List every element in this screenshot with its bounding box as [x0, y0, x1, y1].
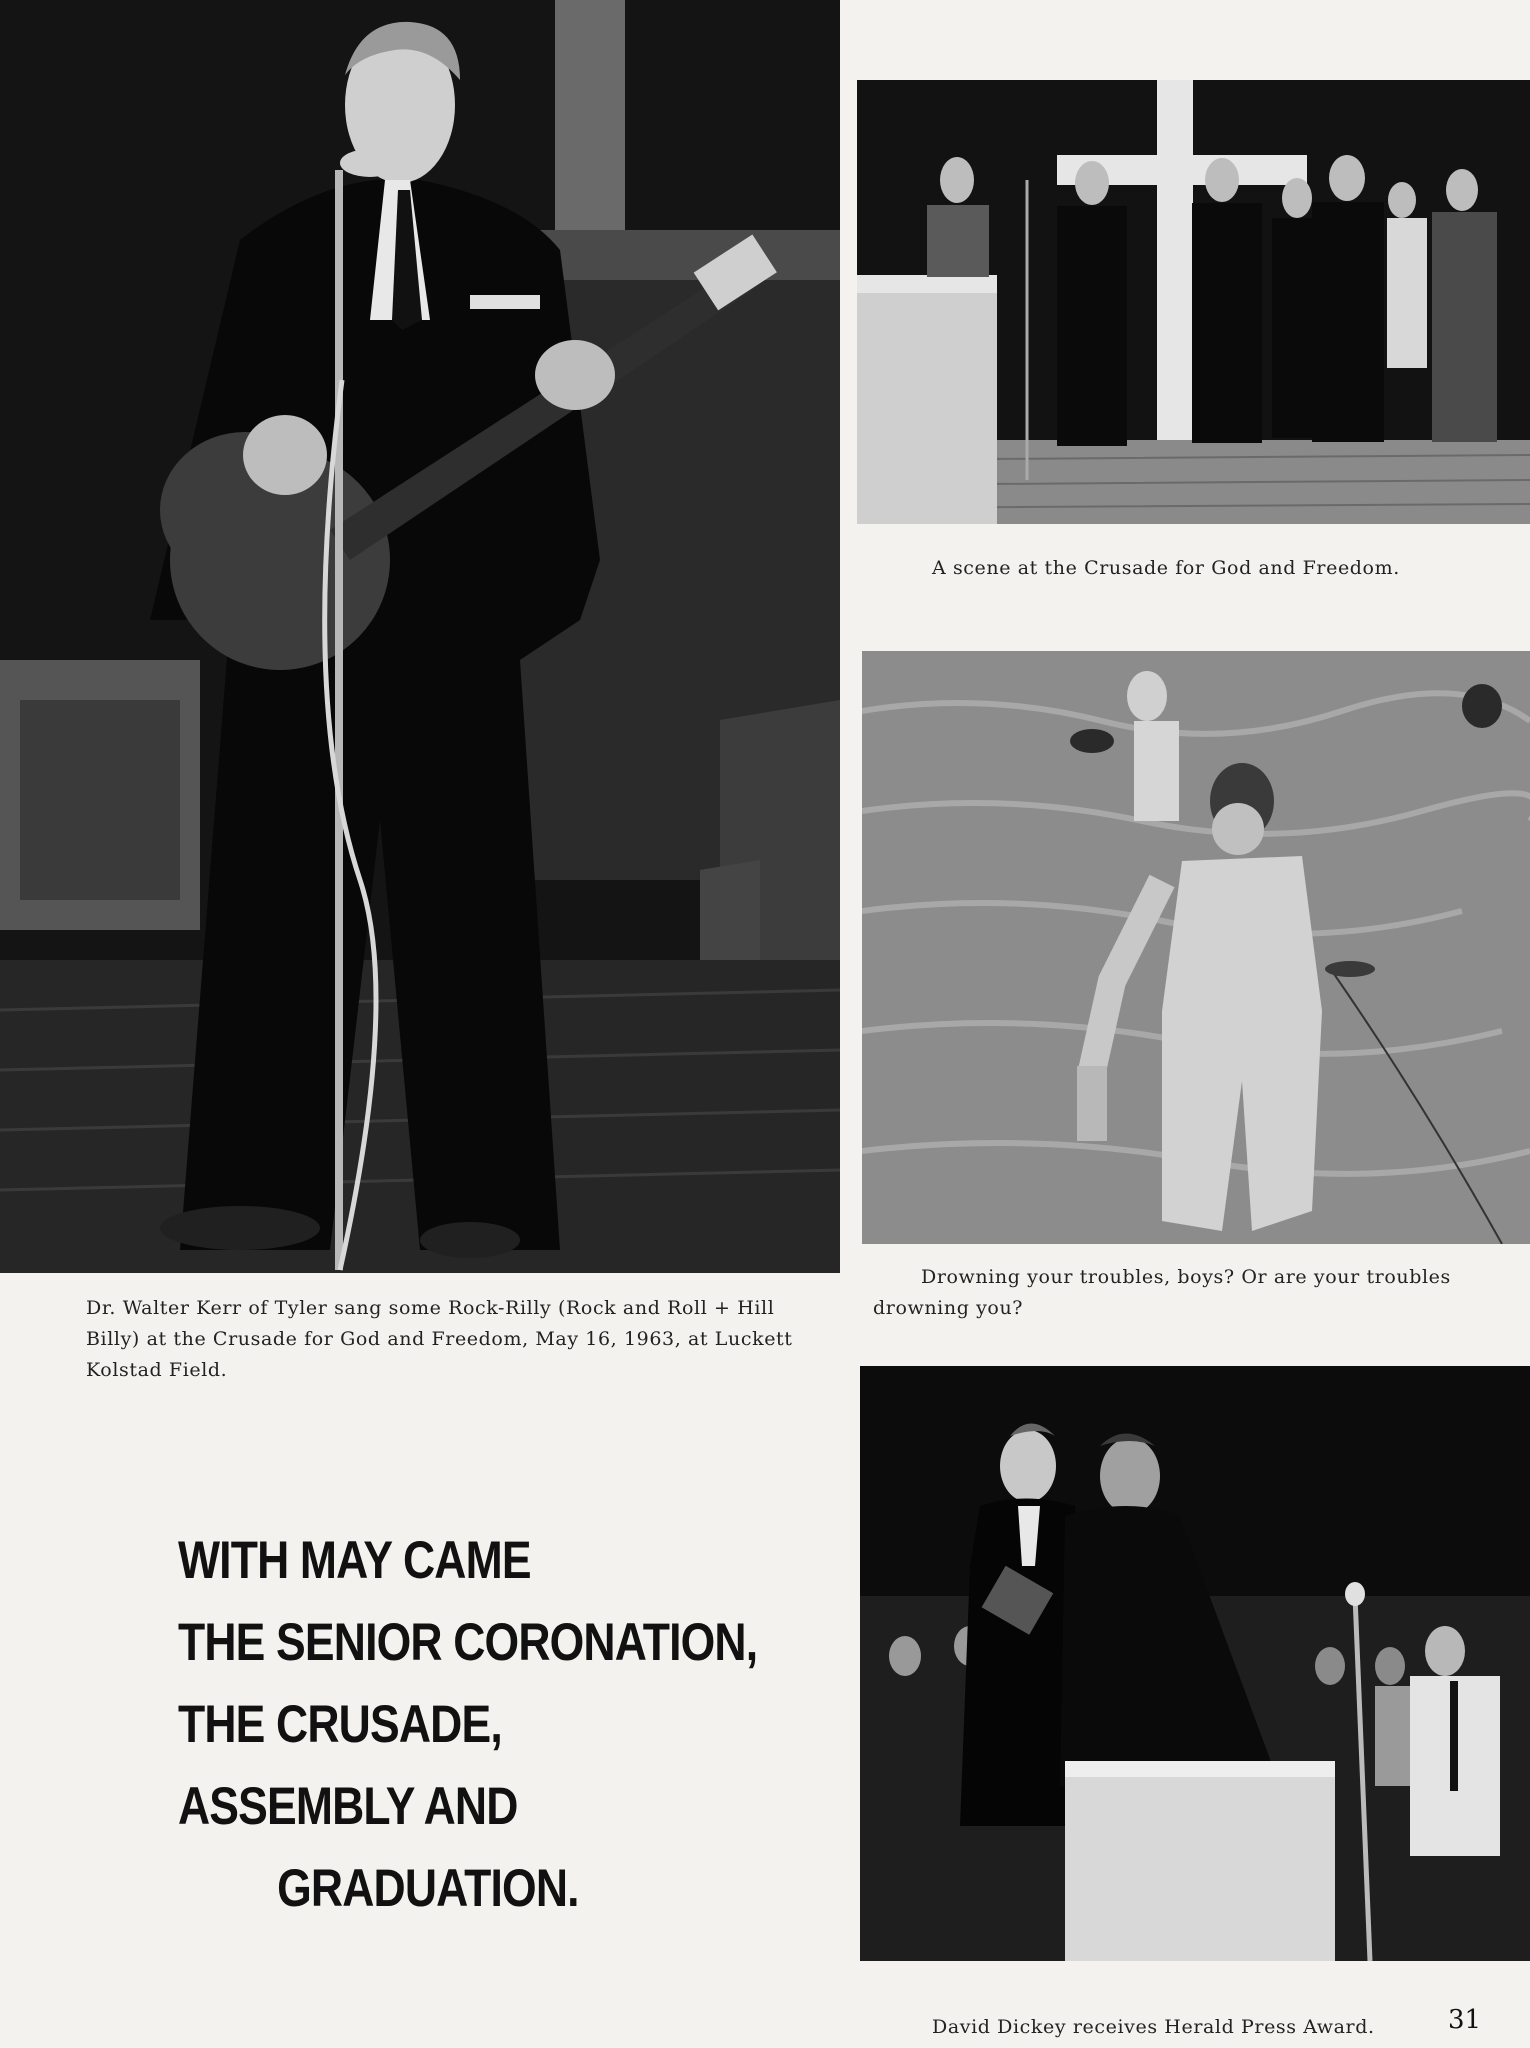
headline [178, 1520, 757, 1930]
award-image [860, 1366, 1530, 1961]
headline-line-5: GRADUATION. [277, 1859, 579, 1918]
swimming-photo [862, 651, 1530, 1244]
award-caption: David Dickey receives Herald Press Award. [932, 2016, 1375, 2038]
singer-caption: Dr. Walter Kerr of Tyler sang some Rock-Rilly (Rock and Roll + Hill Billy) at the Crusade for God and Freedom, May 16, 1963, at Luckett Kolstad Field. [86, 1297, 793, 1381]
swimming-image [862, 651, 1530, 1244]
crusade-scene-photo [857, 80, 1530, 524]
headline-line-2: THE SENIOR CORONATION, [178, 1613, 758, 1672]
swimming-caption: Drowning your troubles, boys? Or are your troubles drowning you? [873, 1266, 1451, 1319]
headline-line-3: THE CRUSADE, [178, 1695, 502, 1754]
singer-photo [0, 0, 840, 1273]
crusade-scene-image [857, 80, 1530, 524]
page-number: 31 [1448, 2005, 1482, 2035]
crusade-scene-caption: A scene at the Crusade for God and Freedom. [932, 557, 1400, 579]
headline-line-1: WITH MAY CAME [178, 1531, 531, 1590]
award-photo [860, 1366, 1530, 1961]
singer-photo-image [0, 0, 840, 1273]
headline-line-4: ASSEMBLY AND [178, 1777, 518, 1836]
